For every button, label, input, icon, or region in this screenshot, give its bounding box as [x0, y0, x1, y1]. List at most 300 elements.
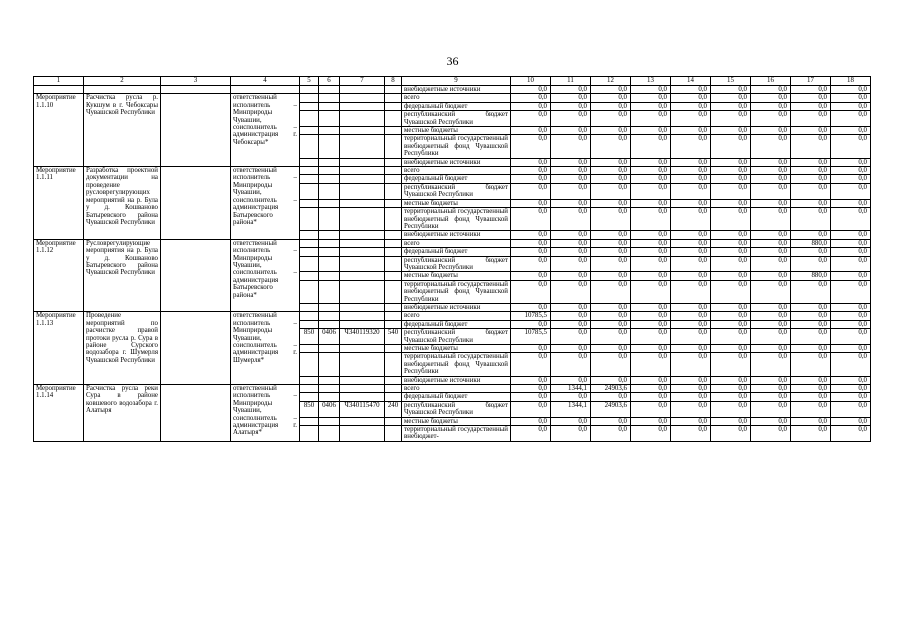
value-cell: 0,0 — [671, 393, 711, 401]
csr-code — [340, 303, 385, 311]
value-cell: 0,0 — [631, 94, 671, 102]
event-code: Мероприятие 1.1.14 — [34, 385, 84, 442]
value-cell: 0,0 — [631, 312, 671, 320]
empty-cell — [385, 86, 402, 94]
grbs-code — [300, 376, 319, 384]
value-cell: 0,0 — [551, 231, 591, 239]
value-cell: 0,0 — [751, 183, 791, 199]
csr-code: Ч340115470 — [340, 401, 385, 417]
value-cell: 0,0 — [551, 393, 591, 401]
rz-code — [319, 376, 340, 384]
value-cell: 0,0 — [591, 272, 631, 280]
value-cell: 0,0 — [591, 312, 631, 320]
value-cell: 0,0 — [591, 376, 631, 384]
column-number: 6 — [319, 77, 340, 86]
value-cell: 0,0 — [711, 135, 751, 158]
value-cell: 0,0 — [751, 111, 791, 127]
value-cell: 0,0 — [631, 329, 671, 345]
value-cell: 0,0 — [671, 239, 711, 247]
funding-source: территориальный государственный внебюджетный фонд Чувашской Республики — [402, 208, 511, 231]
empty-cell — [34, 86, 84, 94]
funding-source: федеральный бюджет — [402, 393, 511, 401]
value-cell: 0,0 — [791, 231, 831, 239]
value-cell: 0,0 — [631, 111, 671, 127]
value-cell: 0,0 — [511, 320, 551, 328]
value-cell: 0,0 — [711, 401, 751, 417]
value-cell: 0,0 — [591, 208, 631, 231]
value-cell: 0,0 — [671, 127, 711, 135]
grbs-code — [300, 158, 319, 166]
rz-code: 0406 — [319, 401, 340, 417]
value-cell: 0,0 — [511, 167, 551, 175]
funding-source: местные бюджеты — [402, 345, 511, 353]
rz-code — [319, 385, 340, 393]
value-cell: 0,0 — [831, 135, 871, 158]
value-cell: 0,0 — [511, 183, 551, 199]
value-cell: 0,0 — [791, 135, 831, 158]
grbs-code — [300, 303, 319, 311]
column-number: 1 — [34, 77, 84, 86]
value-cell: 0,0 — [591, 183, 631, 199]
value-cell: 0,0 — [511, 401, 551, 417]
grbs-code — [300, 175, 319, 183]
rz-code — [319, 175, 340, 183]
vr-code — [385, 158, 402, 166]
value-cell: 0,0 — [831, 272, 871, 280]
vr-code — [385, 94, 402, 102]
grbs-code — [300, 312, 319, 320]
value-cell: 0,0 — [631, 280, 671, 303]
rz-code — [319, 102, 340, 110]
grbs-code — [300, 239, 319, 247]
value-cell: 0,0 — [751, 86, 791, 94]
value-cell: 0,0 — [831, 345, 871, 353]
value-cell: 0,0 — [511, 127, 551, 135]
vr-code — [385, 183, 402, 199]
value-cell: 0,0 — [671, 86, 711, 94]
value-cell: 0,0 — [791, 303, 831, 311]
empty-cell — [340, 86, 385, 94]
value-cell: 0,0 — [711, 353, 751, 376]
csr-code — [340, 417, 385, 425]
value-cell: 0,0 — [751, 345, 791, 353]
value-cell: 0,0 — [631, 239, 671, 247]
csr-code — [340, 385, 385, 393]
value-cell: 0,0 — [711, 280, 751, 303]
vr-code — [385, 135, 402, 158]
funding-source: всего — [402, 385, 511, 393]
funding-source: республиканский бюджет Чувашской Республики — [402, 401, 511, 417]
column-number: 8 — [385, 77, 402, 86]
value-cell: 0,0 — [631, 320, 671, 328]
value-cell: 0,0 — [791, 127, 831, 135]
value-cell: 0,0 — [791, 183, 831, 199]
value-cell: 0,0 — [751, 272, 791, 280]
csr-code — [340, 183, 385, 199]
value-cell: 0,0 — [551, 256, 591, 272]
value-cell: 0,0 — [671, 199, 711, 207]
value-cell: 10785,5 — [511, 329, 551, 345]
rz-code — [319, 135, 340, 158]
value-cell: 0,0 — [711, 272, 751, 280]
table-row — [34, 312, 871, 320]
value-cell: 0,0 — [671, 94, 711, 102]
csr-code — [340, 158, 385, 166]
column-number: 5 — [300, 77, 319, 86]
value-cell: 0,0 — [831, 312, 871, 320]
value-cell: 0,0 — [551, 345, 591, 353]
value-cell: 0,0 — [791, 167, 831, 175]
value-cell: 0,0 — [831, 231, 871, 239]
value-cell: 0,0 — [631, 248, 671, 256]
value-cell: 1344,1 — [551, 385, 591, 393]
funding-source: республиканский бюджет Чувашской Республики — [402, 111, 511, 127]
rz-code — [319, 256, 340, 272]
value-cell: 0,0 — [751, 426, 791, 442]
value-cell: 0,0 — [511, 102, 551, 110]
column-number: 17 — [791, 77, 831, 86]
rz-code — [319, 208, 340, 231]
value-cell: 0,0 — [591, 280, 631, 303]
value-cell: 0,0 — [831, 329, 871, 345]
value-cell: 0,0 — [671, 175, 711, 183]
vr-code — [385, 127, 402, 135]
value-cell: 0,0 — [751, 127, 791, 135]
value-cell: 0,0 — [511, 94, 551, 102]
empty-cell — [319, 86, 340, 94]
value-cell: 0,0 — [551, 135, 591, 158]
value-cell: 0,0 — [791, 208, 831, 231]
rz-code — [319, 111, 340, 127]
csr-code — [340, 175, 385, 183]
grbs-code — [300, 385, 319, 393]
value-cell: 0,0 — [711, 127, 751, 135]
value-cell: 0,0 — [551, 248, 591, 256]
value-cell: 0,0 — [591, 158, 631, 166]
value-cell: 0,0 — [831, 111, 871, 127]
column-number: 13 — [631, 77, 671, 86]
grbs-code — [300, 353, 319, 376]
grbs-code — [300, 199, 319, 207]
vr-code — [385, 231, 402, 239]
value-cell: 0,0 — [831, 183, 871, 199]
value-cell: 0,0 — [711, 175, 751, 183]
table-row — [34, 94, 871, 102]
value-cell: 0,0 — [551, 426, 591, 442]
vr-code — [385, 303, 402, 311]
grbs-code — [300, 183, 319, 199]
table-row — [34, 385, 871, 393]
value-cell: 0,0 — [791, 417, 831, 425]
value-cell: 0,0 — [591, 248, 631, 256]
vr-code — [385, 272, 402, 280]
rz-code: 0406 — [319, 329, 340, 345]
vr-code — [385, 320, 402, 328]
value-cell: 0,0 — [711, 102, 751, 110]
value-cell: 0,0 — [791, 393, 831, 401]
grbs-code — [300, 417, 319, 425]
funding-source: внебюджетные источники — [402, 303, 511, 311]
value-cell: 0,0 — [751, 175, 791, 183]
vr-code — [385, 256, 402, 272]
value-cell: 0,0 — [751, 385, 791, 393]
value-cell: 0,0 — [671, 329, 711, 345]
value-cell: 0,0 — [511, 135, 551, 158]
value-cell: 0,0 — [831, 256, 871, 272]
vr-code: 540 — [385, 329, 402, 345]
csr-code — [340, 376, 385, 384]
event-code: Мероприятие 1.1.13 — [34, 312, 84, 385]
value-cell: 0,0 — [671, 320, 711, 328]
grbs-code — [300, 208, 319, 231]
csr-code — [340, 393, 385, 401]
value-cell: 0,0 — [551, 329, 591, 345]
csr-code — [340, 135, 385, 158]
value-cell: 0,0 — [751, 94, 791, 102]
value-cell: 0,0 — [711, 345, 751, 353]
value-cell: 0,0 — [551, 127, 591, 135]
value-cell: 0,0 — [671, 231, 711, 239]
vr-code — [385, 426, 402, 442]
value-cell: 0,0 — [711, 417, 751, 425]
value-cell: 0,0 — [511, 280, 551, 303]
value-cell: 0,0 — [711, 320, 751, 328]
rz-code — [319, 303, 340, 311]
value-cell: 0,0 — [711, 111, 751, 127]
funding-source: местные бюджеты — [402, 127, 511, 135]
value-cell: 0,0 — [751, 312, 791, 320]
value-cell: 0,0 — [631, 86, 671, 94]
value-cell: 0,0 — [631, 385, 671, 393]
column-number: 18 — [831, 77, 871, 86]
table-row — [34, 167, 871, 175]
value-cell: 0,0 — [711, 248, 751, 256]
value-cell: 0,0 — [751, 320, 791, 328]
funding-source: внебюджетные источники — [402, 86, 511, 94]
event-responsible: ответственный исполнитель – Минприроды Чувашии, соисполнитель – администрация г. Алатыря* — [231, 385, 300, 442]
value-cell: 0,0 — [751, 376, 791, 384]
value-cell: 0,0 — [751, 280, 791, 303]
value-cell: 0,0 — [551, 102, 591, 110]
vr-code — [385, 385, 402, 393]
value-cell: 0,0 — [551, 94, 591, 102]
value-cell: 0,0 — [711, 86, 751, 94]
value-cell: 0,0 — [671, 280, 711, 303]
rz-code — [319, 345, 340, 353]
value-cell: 0,0 — [711, 94, 751, 102]
funding-source: территориальный государственный внебюджетный фонд Чувашской Республики — [402, 353, 511, 376]
funding-source: республиканский бюджет Чувашской Республики — [402, 329, 511, 345]
vr-code — [385, 248, 402, 256]
vr-code — [385, 111, 402, 127]
value-cell: 0,0 — [511, 199, 551, 207]
funding-source: внебюджетные источники — [402, 231, 511, 239]
value-cell: 0,0 — [591, 231, 631, 239]
funding-source: республиканский бюджет Чувашской Республики — [402, 256, 511, 272]
value-cell: 0,0 — [631, 393, 671, 401]
value-cell: 0,0 — [791, 256, 831, 272]
funding-source: территориальный государственный внебюджетный фонд Чувашской Республики — [402, 280, 511, 303]
grbs-code — [300, 256, 319, 272]
value-cell: 0,0 — [631, 183, 671, 199]
value-cell: 0,0 — [591, 167, 631, 175]
value-cell: 0,0 — [791, 158, 831, 166]
value-cell: 0,0 — [551, 272, 591, 280]
value-cell: 0,0 — [751, 401, 791, 417]
value-cell: 0,0 — [591, 256, 631, 272]
csr-code — [340, 167, 385, 175]
funding-source: всего — [402, 239, 511, 247]
value-cell: 0,0 — [551, 280, 591, 303]
value-cell: 0,0 — [551, 199, 591, 207]
value-cell: 0,0 — [591, 175, 631, 183]
value-cell: 0,0 — [591, 111, 631, 127]
value-cell: 1344,1 — [551, 401, 591, 417]
value-cell: 0,0 — [631, 417, 671, 425]
event-name: Проведение мероприятий по расчистке правой протоки русла р. Сура в районе Сурского водозабора г. Шумерля Чувашской Республики — [84, 312, 161, 385]
csr-code — [340, 280, 385, 303]
rz-code — [319, 167, 340, 175]
value-cell: 0,0 — [751, 199, 791, 207]
vr-code — [385, 393, 402, 401]
column-number: 4 — [231, 77, 300, 86]
value-cell: 0,0 — [671, 208, 711, 231]
funding-source: республиканский бюджет Чувашской Республики — [402, 183, 511, 199]
rz-code — [319, 417, 340, 425]
value-cell: 0,0 — [511, 303, 551, 311]
column-number: 2 — [84, 77, 161, 86]
empty-cell — [231, 86, 300, 94]
grbs-code: 850 — [300, 401, 319, 417]
grbs-code — [300, 320, 319, 328]
grbs-code — [300, 345, 319, 353]
value-cell: 0,0 — [711, 329, 751, 345]
value-cell: 0,0 — [551, 320, 591, 328]
rz-code — [319, 94, 340, 102]
rz-code — [319, 426, 340, 442]
vr-code — [385, 417, 402, 425]
vr-code — [385, 376, 402, 384]
value-cell: 0,0 — [791, 199, 831, 207]
vr-code — [385, 208, 402, 231]
value-cell: 0,0 — [631, 208, 671, 231]
vr-code — [385, 175, 402, 183]
value-cell: 0,0 — [631, 426, 671, 442]
value-cell: 0,0 — [791, 426, 831, 442]
value-cell: 0,0 — [711, 312, 751, 320]
event-responsible: ответственный исполнитель – Минприроды Чувашии, соисполнитель – администрация г. Чебоксары* — [231, 94, 300, 167]
vr-code — [385, 353, 402, 376]
value-cell: 0,0 — [631, 376, 671, 384]
value-cell: 0,0 — [751, 102, 791, 110]
table-row — [34, 239, 871, 247]
csr-code — [340, 208, 385, 231]
vr-code — [385, 199, 402, 207]
grbs-code — [300, 102, 319, 110]
value-cell: 0,0 — [591, 135, 631, 158]
column-number: 15 — [711, 77, 751, 86]
value-cell: 0,0 — [591, 127, 631, 135]
vr-code: 240 — [385, 401, 402, 417]
csr-code — [340, 272, 385, 280]
event-name: Расчистка русла р. Кукшум в г. Чебоксары Чувашской Республики — [84, 94, 161, 167]
value-cell: 0,0 — [551, 312, 591, 320]
value-cell: 0,0 — [631, 158, 671, 166]
value-cell: 0,0 — [511, 345, 551, 353]
value-cell: 0,0 — [511, 393, 551, 401]
value-cell: 0,0 — [711, 183, 751, 199]
column-number: 11 — [551, 77, 591, 86]
value-cell: 0,0 — [511, 417, 551, 425]
csr-code — [340, 231, 385, 239]
value-cell: 0,0 — [831, 280, 871, 303]
value-cell: 0,0 — [831, 102, 871, 110]
value-cell: 0,0 — [791, 102, 831, 110]
value-cell: 0,0 — [551, 158, 591, 166]
value-cell: 0,0 — [511, 256, 551, 272]
funding-source: всего — [402, 94, 511, 102]
value-cell: 0,0 — [591, 94, 631, 102]
value-cell: 0,0 — [831, 385, 871, 393]
value-cell: 0,0 — [791, 320, 831, 328]
value-cell: 0,0 — [791, 280, 831, 303]
value-cell: 0,0 — [511, 426, 551, 442]
grbs-code — [300, 231, 319, 239]
value-cell: 0,0 — [831, 303, 871, 311]
rz-code — [319, 312, 340, 320]
value-cell: 0,0 — [591, 239, 631, 247]
value-cell: 0,0 — [751, 208, 791, 231]
value-cell: 0,0 — [671, 158, 711, 166]
value-cell: 0,0 — [751, 303, 791, 311]
value-cell: 0,0 — [591, 393, 631, 401]
value-cell: 0,0 — [831, 401, 871, 417]
empty-cell — [84, 86, 161, 94]
value-cell: 0,0 — [711, 385, 751, 393]
value-cell: 0,0 — [671, 256, 711, 272]
value-cell: 0,0 — [831, 175, 871, 183]
rz-code — [319, 248, 340, 256]
value-cell: 0,0 — [791, 175, 831, 183]
event-name: Расчистка русла реки Сура в районе ковшевого водозабора г. Алатыря — [84, 385, 161, 442]
rz-code — [319, 320, 340, 328]
value-cell: 0,0 — [511, 239, 551, 247]
value-cell: 0,0 — [511, 376, 551, 384]
value-cell: 0,0 — [831, 167, 871, 175]
value-cell: 0,0 — [591, 345, 631, 353]
value-cell: 0,0 — [671, 385, 711, 393]
value-cell: 0,0 — [591, 417, 631, 425]
value-cell: 0,0 — [671, 312, 711, 320]
value-cell: 0,0 — [551, 208, 591, 231]
grbs-code — [300, 248, 319, 256]
table-row — [34, 86, 871, 94]
value-cell: 0,0 — [631, 127, 671, 135]
empty-cell — [161, 312, 231, 385]
value-cell: 0,0 — [791, 86, 831, 94]
value-cell: 0,0 — [511, 175, 551, 183]
value-cell: 0,0 — [631, 353, 671, 376]
funding-source: федеральный бюджет — [402, 175, 511, 183]
value-cell: 0,0 — [671, 417, 711, 425]
value-cell: 0,0 — [831, 393, 871, 401]
value-cell: 0,0 — [631, 272, 671, 280]
value-cell: 0,0 — [791, 111, 831, 127]
value-cell: 0,0 — [631, 167, 671, 175]
grbs-code — [300, 135, 319, 158]
event-code: Мероприятие 1.1.12 — [34, 239, 84, 312]
value-cell: 0,0 — [671, 401, 711, 417]
